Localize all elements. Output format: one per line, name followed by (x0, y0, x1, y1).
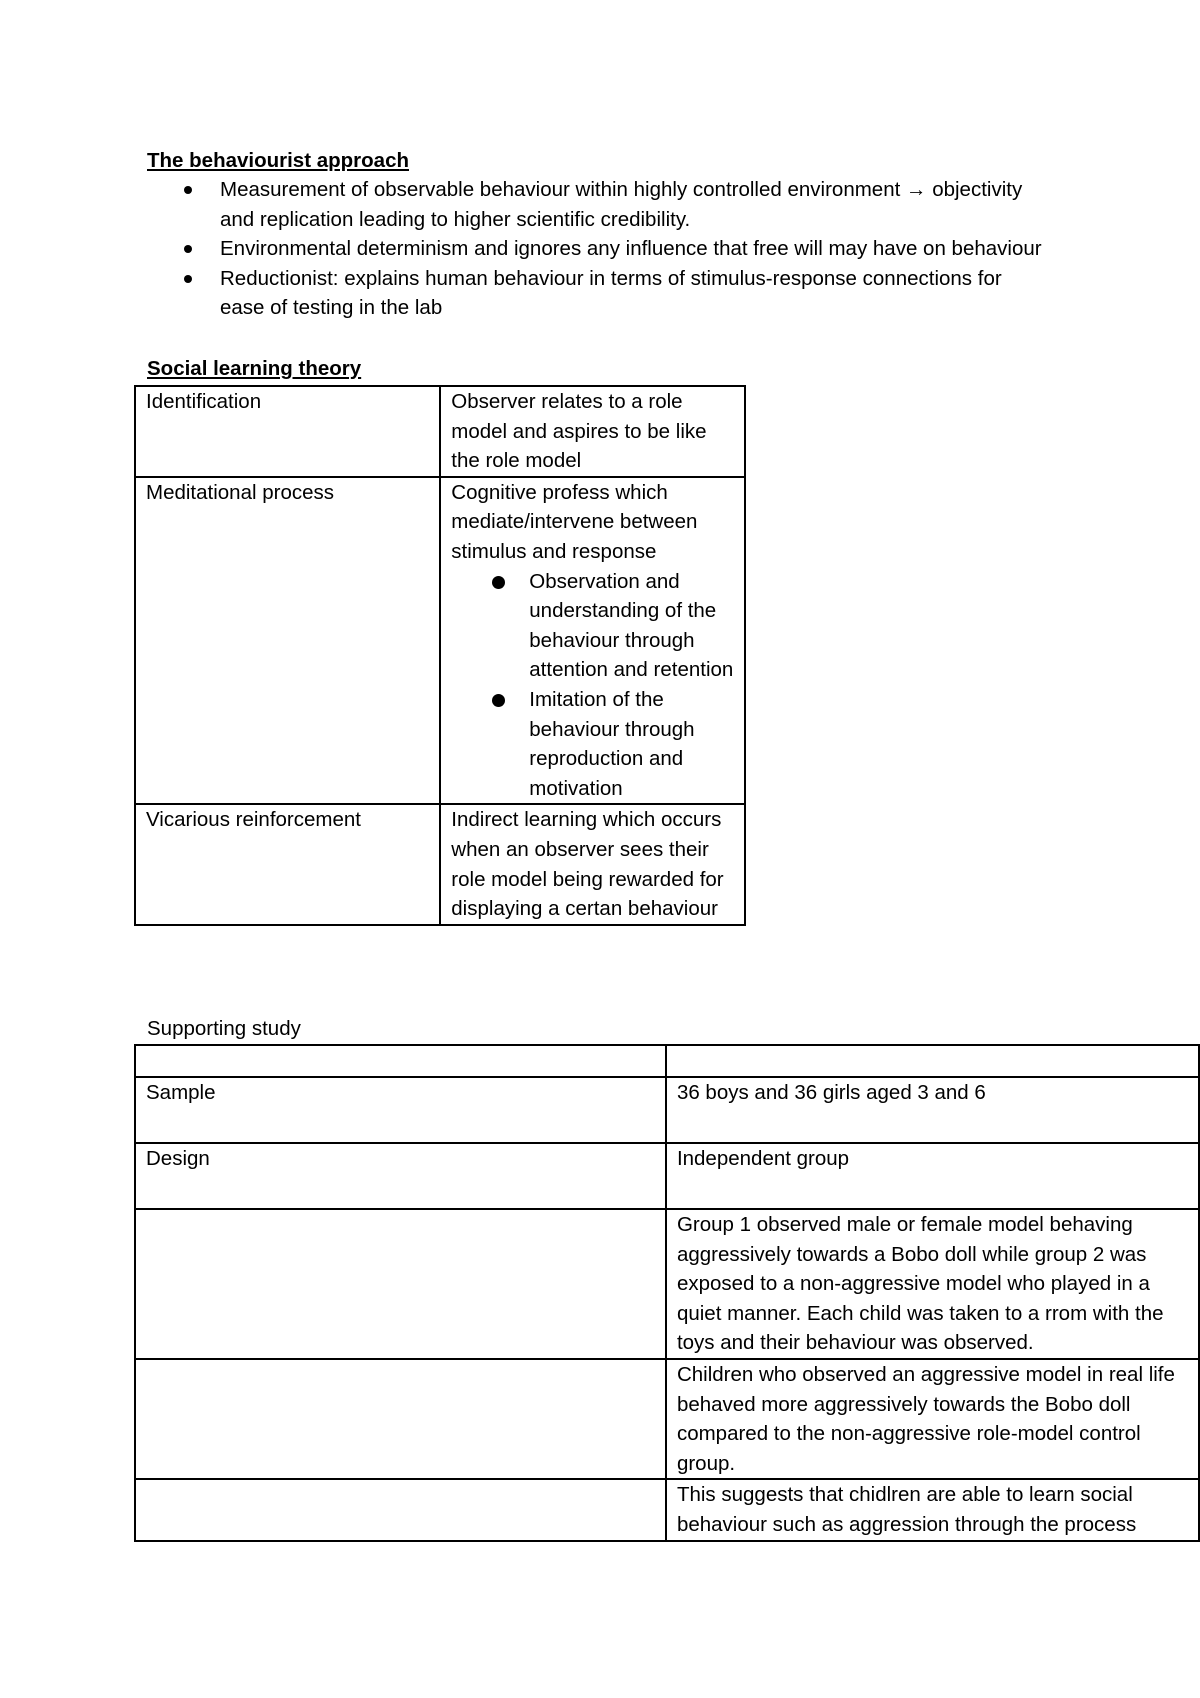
table-row (135, 477, 745, 805)
table-row (135, 1045, 1199, 1077)
table-cell-label (135, 1209, 666, 1359)
table-cell-definition (440, 477, 745, 805)
table-row (135, 386, 745, 477)
table-cell-label (135, 1359, 666, 1479)
table-cell-value: This suggests that chidlren are able to learn social behaviour such as aggression through the process (666, 1479, 1199, 1540)
table-row (135, 1077, 1199, 1143)
sub-bullet-text: Observation and understanding of the behaviour through attention and retention (529, 569, 734, 682)
table-cell-definition: Indirect learning which occurs when an observer sees their role model being rewarded for displaying a certan behaviour (440, 804, 745, 924)
table-cell-label (135, 1045, 666, 1077)
arrow-icon: → (906, 178, 927, 201)
sub-bullet-text: Imitation of the behaviour through reproduction and motivation (529, 687, 695, 800)
table-cell-value (666, 1045, 1199, 1077)
list-item (451, 567, 734, 685)
bullet-icon (492, 694, 505, 707)
bullet-text: Measurement of observable behaviour within highly controlled environment (220, 178, 901, 201)
table-row (135, 804, 745, 924)
table-cell-term: Identification (135, 386, 440, 477)
bullet-icon (184, 275, 192, 283)
bullet-text: Environmental determinism and ignores any influence that free will may have on behaviour (220, 237, 1042, 261)
table-cell-label: Sample (135, 1077, 666, 1143)
list-item (147, 234, 1047, 264)
bullet-icon (492, 576, 505, 589)
table-cell-label (135, 1479, 666, 1540)
slt-table (134, 385, 746, 926)
table-cell-term: Meditational process (135, 477, 440, 805)
table-cell-value: 36 boys and 36 girls aged 3 and 6 (666, 1077, 1199, 1143)
behaviourist-heading: The behaviourist approach (147, 149, 409, 172)
table-cell-value: Children who observed an aggressive model in real life behaved more aggressively towards the Bobo doll compared to the non-aggressive role-model control group. (666, 1359, 1199, 1479)
table-cell-value: Group 1 observed male or female model behaving aggressively towards a Bobo doll while group 2 was exposed to a non-aggressive model who played in a quiet manner. Each child was taken to a rrom with the toys and their behaviour was observed. (666, 1209, 1199, 1359)
bullet-text: Reductionist: explains human behaviour in terms of stimulus-response connections for ease of testing in the lab (220, 266, 1002, 320)
table-row (135, 1359, 1199, 1479)
list-item (451, 685, 734, 803)
table-cell-definition: Observer relates to a role model and aspires to be like the role model (440, 386, 745, 477)
definition-text: Cognitive profess which mediate/intervene between stimulus and response (451, 480, 698, 563)
table-cell-value: Independent group (666, 1143, 1199, 1209)
study-table (134, 1044, 1200, 1542)
table-cell-term: Vicarious reinforcement (135, 804, 440, 924)
table-row (135, 1143, 1199, 1209)
table-row (135, 1209, 1199, 1359)
bullet-icon (184, 186, 192, 194)
table-cell-label: Design (135, 1143, 666, 1209)
supporting-study-heading: Supporting study (147, 1017, 301, 1040)
sub-bullet-list (451, 567, 734, 804)
list-item (147, 175, 1047, 234)
slt-heading: Social learning theory (147, 357, 362, 380)
bullet-icon (184, 245, 192, 253)
list-item (147, 264, 1047, 323)
table-row (135, 1479, 1199, 1540)
bullet-text-continued: objectivity and replication leading to higher scientific credibility. (220, 178, 1023, 231)
behaviourist-bullet-list (147, 175, 1047, 323)
